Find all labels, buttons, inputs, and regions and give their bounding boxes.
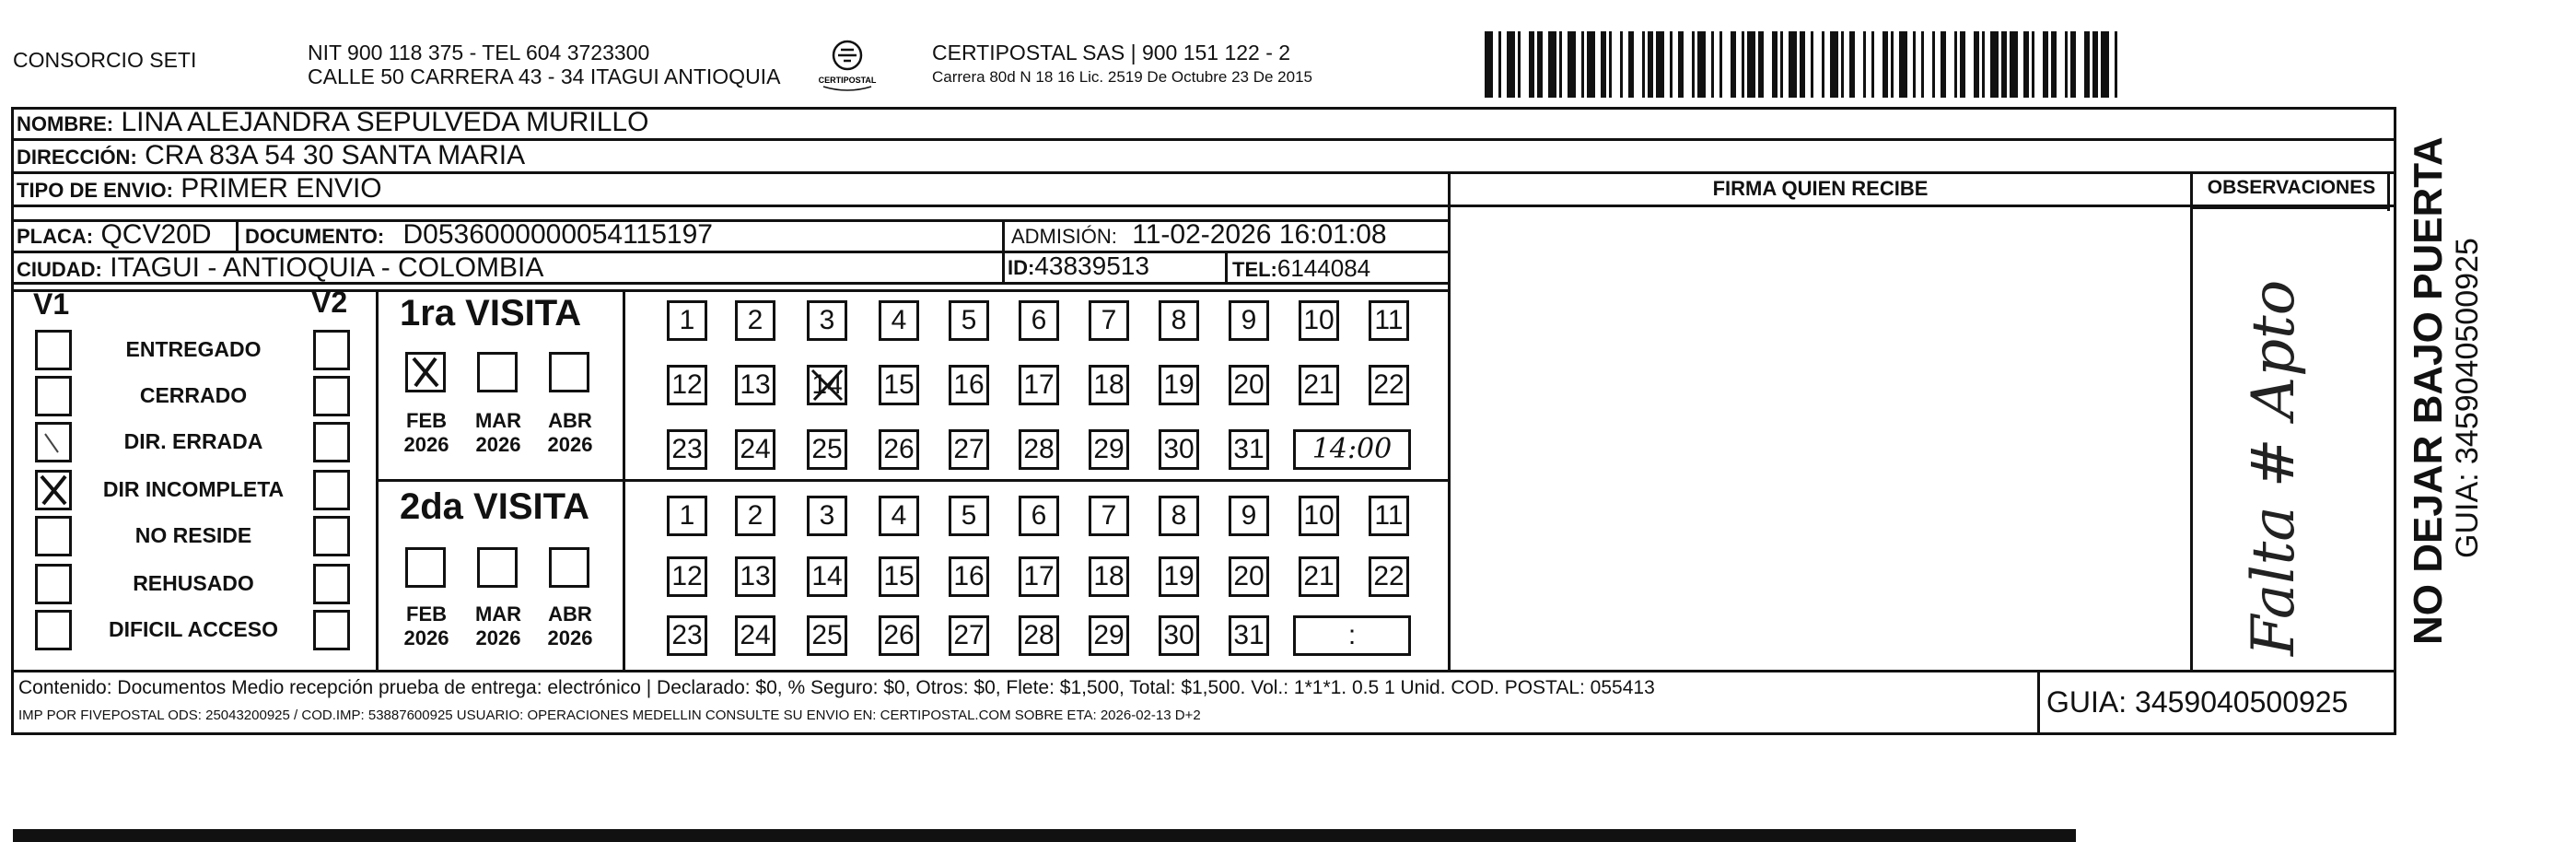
v1-header: V1 (33, 287, 70, 321)
day-box[interactable]: 6 (1019, 496, 1059, 536)
day-box[interactable]: 2 (735, 496, 775, 536)
v2-checkbox[interactable] (313, 422, 350, 462)
day-box[interactable]: 29 (1089, 429, 1129, 470)
day-box[interactable]: 7 (1089, 496, 1129, 536)
direccion-label: DIRECCIÓN: (17, 146, 137, 169)
documento-value: D0536000000054115197 (402, 219, 713, 250)
month-checkbox[interactable] (405, 547, 446, 588)
company-name: CONSORCIO SETI (13, 48, 197, 72)
day-box[interactable]: 26 (879, 615, 919, 656)
certipostal-logo (810, 39, 893, 98)
day-box[interactable]: 17 (1019, 365, 1059, 405)
day-box[interactable]: 25 (807, 429, 847, 470)
day-box[interactable]: 19 (1159, 365, 1199, 405)
x-mark-icon (408, 355, 443, 390)
month-label: FEB 2026 (403, 409, 449, 456)
day-box[interactable]: 10 (1299, 300, 1339, 341)
day-box[interactable]: 14 (807, 365, 847, 405)
v1-checkbox[interactable] (35, 564, 72, 604)
ciudad-value: ITAGUI - ANTIOQUIA - COLOMBIA (110, 252, 544, 283)
observaciones-label: OBSERVACIONES (2207, 177, 2376, 198)
ciudad-row (17, 252, 543, 286)
id-label: ID: (1008, 256, 1035, 279)
day-box[interactable]: 26 (879, 429, 919, 470)
nombre-label: NOMBRE: (17, 112, 114, 135)
bottom-bar (13, 829, 2076, 842)
visit-time-box[interactable]: : (1293, 615, 1411, 656)
id-row (1008, 251, 1149, 284)
status-label: REHUSADO (133, 571, 254, 595)
footer-imp: IMP POR FIVEPOSTAL ODS: 25043200925 / COD.IMP: 53887600925 USUARIO: OPERACIONES MEDELLIN CONSULTE SU ENVIO EN: CERTIPOSTAL.COM SOBRE ETA: 2026-02-13 D+2 (18, 708, 1201, 723)
day-box[interactable]: 23 (667, 429, 707, 470)
x-mark-icon (807, 365, 847, 405)
day-box[interactable]: 11 (1369, 300, 1409, 341)
day-box[interactable]: 9 (1229, 496, 1269, 536)
day-box[interactable]: 3 (807, 496, 847, 536)
day-box[interactable]: 19 (1159, 556, 1199, 597)
footer-guia: GUIA: 3459040500925 (2046, 685, 2349, 719)
month-checkbox[interactable] (405, 352, 446, 392)
tipo-envio-row (17, 173, 382, 206)
nit-line-2: CALLE 50 CARRERA 43 - 34 ITAGUI ANTIOQUIA (308, 64, 781, 88)
day-box[interactable]: 27 (949, 429, 989, 470)
v1-checkbox[interactable] (35, 610, 72, 650)
month-checkbox[interactable] (549, 352, 589, 392)
day-box[interactable]: 27 (949, 615, 989, 656)
v2-checkbox[interactable] (313, 330, 350, 370)
day-box[interactable]: 17 (1019, 556, 1059, 597)
day-box[interactable]: 7 (1089, 300, 1129, 341)
day-box[interactable]: 8 (1159, 496, 1199, 536)
day-box[interactable]: 21 (1299, 365, 1339, 405)
day-box[interactable]: 23 (667, 615, 707, 656)
day-box[interactable]: 30 (1159, 615, 1199, 656)
day-box[interactable]: 8 (1159, 300, 1199, 341)
placa-row (17, 219, 212, 252)
day-box[interactable]: 5 (949, 496, 989, 536)
v2-checkbox[interactable] (313, 564, 350, 604)
day-box[interactable]: 11 (1369, 496, 1409, 536)
footer-contenido: Contenido: Documentos Medio recepción prueba de entrega: electrónico | Declarado: $0, % Seguro: $0, Otros: $0, Flete: $1,500, Total: $1,500. Vol.: 1*1*1. 0.5 1 Unid. COD. POSTAL: 055413 (18, 677, 1655, 698)
month-label: MAR 2026 (474, 602, 522, 649)
id-value: 43839513 (1034, 251, 1149, 280)
v2-checkbox[interactable] (313, 516, 350, 556)
certipostal-line-2: Carrera 80d N 18 16 Lic. 2519 De Octubre 23 De 2015 (932, 68, 1312, 86)
day-box[interactable]: 13 (735, 365, 775, 405)
v2-header: V2 (311, 286, 348, 319)
day-box[interactable]: 12 (667, 365, 707, 405)
day-box[interactable]: 10 (1299, 496, 1339, 536)
visit1-title: 1ra VISITA (400, 293, 582, 333)
day-box[interactable]: 25 (807, 615, 847, 656)
v2-checkbox[interactable] (313, 376, 350, 416)
day-box[interactable]: 4 (879, 300, 919, 341)
tipo-envio-value: PRIMER ENVIO (181, 173, 382, 204)
day-box[interactable]: 12 (667, 556, 707, 597)
day-box[interactable]: 15 (879, 365, 919, 405)
admision-value: 11-02-2026 16:01:08 (1132, 219, 1387, 250)
direccion-row (17, 140, 525, 173)
month-label: ABR 2026 (547, 409, 593, 456)
v2-checkbox[interactable] (313, 470, 350, 510)
direccion-value: CRA 83A 54 30 SANTA MARIA (145, 140, 526, 170)
month-label: FEB 2026 (403, 602, 449, 649)
v1-checkbox[interactable] (35, 470, 72, 510)
status-label: DIR. ERRADA (123, 429, 263, 453)
day-box[interactable]: 16 (949, 365, 989, 405)
month-checkbox[interactable] (477, 352, 518, 392)
v1-checkbox[interactable] (35, 516, 72, 556)
v1-checkbox[interactable] (35, 376, 72, 416)
documento-label: DOCUMENTO: (245, 225, 385, 248)
visit2-title: 2da VISITA (400, 486, 589, 527)
day-box[interactable]: 1 (667, 300, 707, 341)
status-label: CERRADO (139, 383, 248, 407)
v2-checkbox[interactable] (313, 610, 350, 650)
day-box[interactable]: 31 (1229, 429, 1269, 470)
admision-label: ADMISIÓN: (1011, 225, 1117, 248)
tel-label: TEL: (1232, 258, 1277, 281)
day-box[interactable]: 9 (1229, 300, 1269, 341)
tipo-envio-label: TIPO DE ENVIO: (17, 179, 173, 202)
day-box[interactable]: 24 (735, 429, 775, 470)
month-label: MAR 2026 (474, 409, 522, 456)
day-box[interactable]: 4 (879, 496, 919, 536)
day-box[interactable]: 16 (949, 556, 989, 597)
status-label: DIFICIL ACCESO (108, 617, 278, 641)
tel-value: 6144084 (1276, 254, 1371, 282)
handwritten-observation: Falta # Apto (2240, 279, 2308, 656)
barcode (1485, 31, 2217, 98)
x-mark-icon (38, 473, 69, 508)
month-label: ABR 2026 (547, 602, 593, 649)
v1-checkbox[interactable] (35, 422, 72, 462)
day-box[interactable]: 30 (1159, 429, 1199, 470)
nombre-value: LINA ALEJANDRA SEPULVEDA MURILLO (121, 107, 649, 137)
day-box[interactable]: 3 (807, 300, 847, 341)
day-box[interactable]: 6 (1019, 300, 1059, 341)
day-box[interactable]: 22 (1369, 365, 1409, 405)
tel-row (1232, 252, 1370, 286)
nit-line-1: NIT 900 118 375 - TEL 604 3723300 (308, 41, 650, 64)
guia-vertical-text: GUIA: 3459040500925 (2450, 238, 2485, 558)
nombre-row (17, 107, 648, 140)
day-box[interactable]: 2 (735, 300, 775, 341)
firma-label: FIRMA QUIEN RECIBE (1712, 177, 1929, 200)
day-box[interactable]: 28 (1019, 429, 1059, 470)
placa-value: QCV20D (100, 219, 212, 250)
status-label: NO RESIDE (134, 523, 252, 547)
ciudad-label: CIUDAD: (17, 258, 102, 281)
day-box[interactable]: 20 (1229, 365, 1269, 405)
day-box[interactable]: 29 (1089, 615, 1129, 656)
day-box[interactable]: 20 (1229, 556, 1269, 597)
status-label: ENTREGADO (125, 337, 262, 361)
day-box[interactable]: 22 (1369, 556, 1409, 597)
day-box[interactable]: 18 (1089, 556, 1129, 597)
no-dejar-text: NO DEJAR BAJO PUERTA (2406, 136, 2451, 645)
logo-text: CERTIPOSTAL (818, 76, 877, 85)
month-checkbox[interactable] (477, 547, 518, 588)
day-box[interactable]: 13 (735, 556, 775, 597)
placa-label: PLACA: (17, 225, 94, 248)
day-box[interactable]: 24 (735, 615, 775, 656)
status-label: DIR INCOMPLETA (102, 477, 285, 501)
day-box[interactable]: 1 (667, 496, 707, 536)
certipostal-line-1: CERTIPOSTAL SAS | 900 151 122 - 2 (932, 41, 1291, 64)
v1-checkbox[interactable] (35, 330, 72, 370)
day-box[interactable]: 28 (1019, 615, 1059, 656)
day-box[interactable]: 18 (1089, 365, 1129, 405)
day-box[interactable]: 31 (1229, 615, 1269, 656)
day-box[interactable]: 5 (949, 300, 989, 341)
admision-row (1011, 219, 1387, 252)
day-box[interactable]: 21 (1299, 556, 1339, 597)
visit-time-box[interactable]: 14:00 (1293, 429, 1411, 470)
month-checkbox[interactable] (549, 547, 589, 588)
slash-mark-icon (38, 425, 69, 460)
documento-row (245, 219, 713, 252)
day-box[interactable]: 14 (807, 556, 847, 597)
day-box[interactable]: 15 (879, 556, 919, 597)
